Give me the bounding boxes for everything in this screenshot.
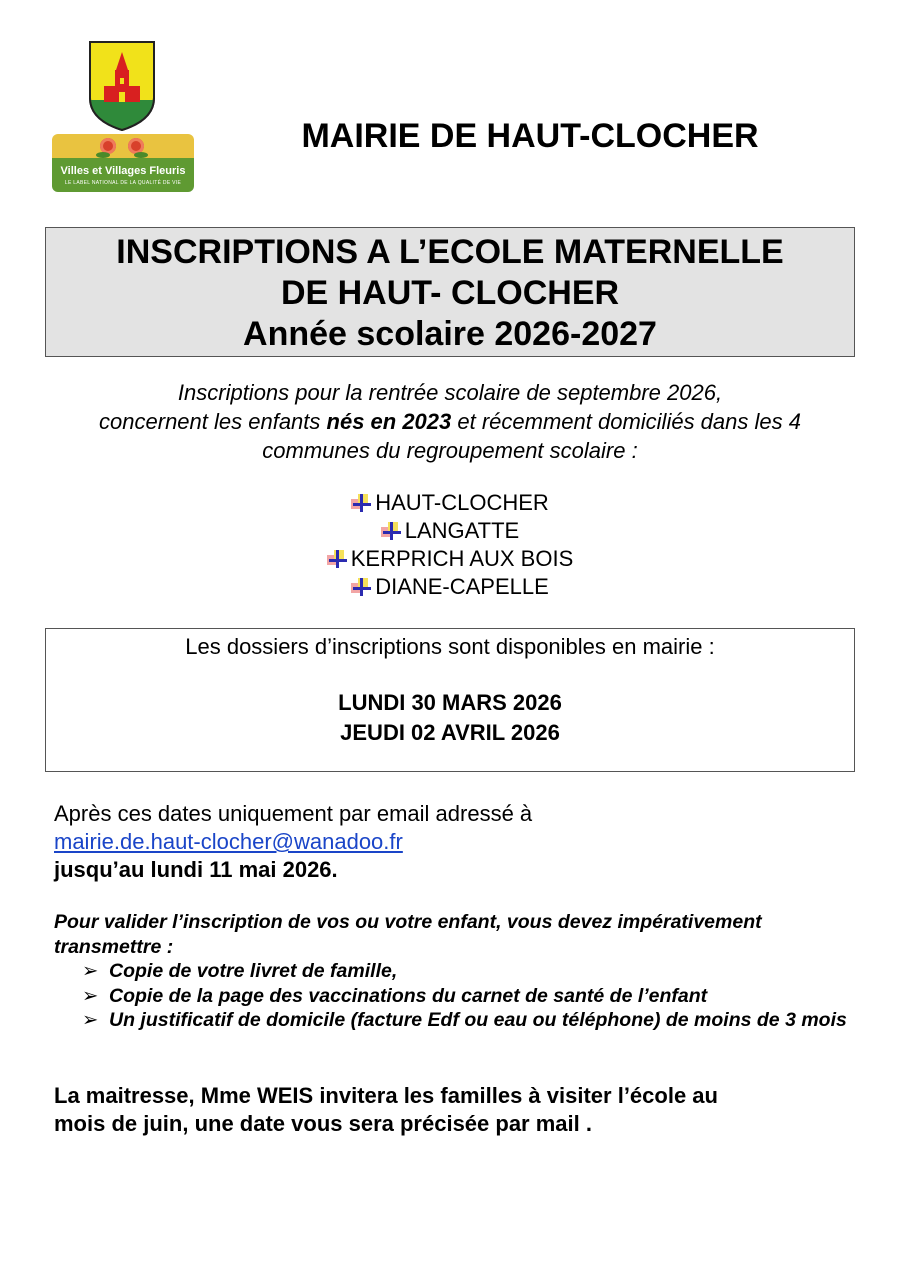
email-link[interactable]: mairie.de.haut-clocher@wanadoo.fr (54, 829, 403, 854)
dates-intro: Les dossiers d’inscriptions sont disponibles en mairie : (185, 634, 715, 659)
closing-paragraph (54, 1082, 854, 1138)
intro-line-2a: concernent les enfants (99, 409, 327, 434)
requirement-text: Copie de votre livret de famille, (109, 960, 398, 982)
leaf-icon (134, 152, 148, 158)
intro-birth-year: nés en 2023 (326, 409, 452, 434)
arrow-bullet-icon: ➢ (82, 984, 99, 1007)
closing-line-2: mois de juin, une date vous sera précisée par mail . (54, 1111, 592, 1136)
title-box (45, 227, 855, 357)
list-item (0, 489, 900, 517)
after-dates-paragraph (54, 800, 854, 884)
requirements-intro-1: Pour valider l’inscription de vos ou votre enfant, vous devez impérativement (54, 911, 762, 933)
commune-name: HAUT-CLOCHER (375, 490, 549, 515)
deadline: jusqu’au lundi 11 mai 2026. (54, 857, 338, 882)
list-item (54, 959, 854, 984)
commune-name: KERPRICH AUX BOIS (350, 546, 574, 571)
commune-name: DIANE-CAPELLE (375, 574, 549, 599)
list-item (0, 517, 900, 545)
list-item (54, 1008, 854, 1033)
villes-fleuris-badge (52, 134, 194, 192)
date-1: LUNDI 30 MARS 2026 (338, 690, 562, 715)
after-line-1: Après ces dates uniquement par email adressé à (54, 801, 533, 826)
badge-subtitle: LE LABEL NATIONAL DE LA QUALITÉ DE VIE (64, 180, 182, 186)
requirement-text: Un justificatif de domicile (facture Edf ou eau ou téléphone) de moins de 3 mois (109, 1009, 847, 1031)
communes-list (0, 489, 900, 601)
dates-box (45, 628, 855, 772)
requirements-section (54, 910, 854, 1033)
requirements-list (54, 959, 854, 1033)
logo-area (52, 40, 194, 192)
list-item (0, 545, 900, 573)
arrow-bullet-icon: ➢ (82, 1009, 99, 1031)
intro-line-2b: et récemment domiciliés dans les 4 (451, 409, 801, 434)
requirements-intro-2: transmettre : (54, 935, 174, 958)
title-line-1: INSCRIPTIONS A L’ECOLE MATERNELLE (116, 233, 784, 271)
commune-name: LANGATTE (404, 518, 520, 543)
intro-line-3: communes du regroupement scolaire : (262, 438, 638, 463)
arrow-bullet-icon: ➢ (82, 960, 99, 982)
title-line-2: DE HAUT- CLOCHER (280, 274, 620, 312)
coat-of-arms-icon (86, 40, 158, 132)
cross-bullet-icon (381, 522, 401, 540)
cross-bullet-icon (351, 494, 371, 512)
intro-paragraph (45, 378, 855, 465)
mairie-title: MAIRIE DE HAUT-CLOCHER (301, 117, 759, 155)
requirement-text: Copie de la page des vaccinations du carnet de santé de l’enfant (109, 984, 708, 1007)
title-line-3: Année scolaire 2026-2027 (243, 315, 657, 353)
intro-line-1: Inscriptions pour la rentrée scolaire de septembre 2026, (177, 380, 723, 405)
list-item (54, 984, 854, 1009)
cross-bullet-icon (351, 578, 371, 596)
badge-title: Villes et Villages Fleuris (60, 165, 186, 177)
list-item (0, 573, 900, 601)
date-2: JEUDI 02 AVRIL 2026 (340, 720, 560, 745)
cross-bullet-icon (327, 550, 347, 568)
leaf-icon (96, 152, 110, 158)
closing-line-1: La maitresse, Mme WEIS invitera les familles à visiter l’école au (54, 1083, 718, 1108)
